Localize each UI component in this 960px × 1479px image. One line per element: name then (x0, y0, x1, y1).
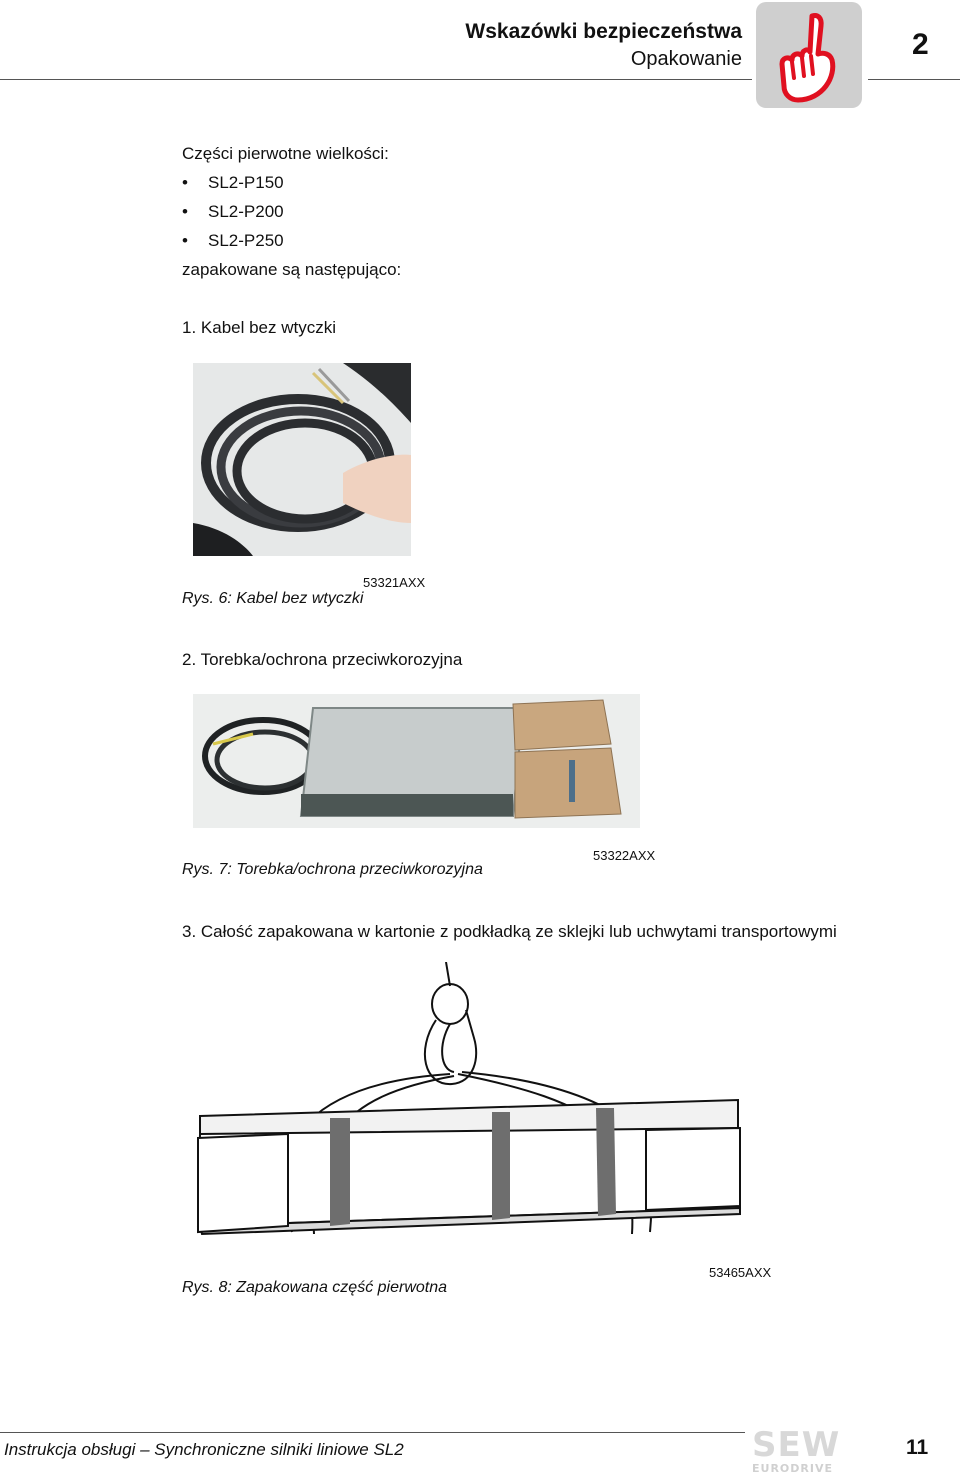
figure-caption: Rys. 6: Kabel bez wtyczki (182, 590, 364, 607)
section-label: 3. Całość zapakowana w kartonie z podkładką ze sklejki lub uchwytami transportowymi (182, 922, 837, 941)
page-number: 11 (906, 1436, 929, 1459)
chapter-number: 2 (912, 28, 929, 61)
header-rule (0, 79, 752, 80)
intro-heading: Części pierwotne wielkości: (182, 144, 389, 163)
pointing-hand-icon (756, 2, 862, 108)
bullet-icon: • (182, 202, 188, 221)
header-rule-right (868, 79, 960, 80)
list-item: • SL2-P150 (182, 173, 284, 192)
intro-closing: zapakowane są następująco: (182, 260, 402, 279)
bullet-icon: • (182, 173, 188, 192)
figure-caption: Rys. 8: Zapakowana część pierwotna (182, 1279, 448, 1296)
figure-code: 53465AXX (709, 1265, 772, 1280)
footer-rule (0, 1432, 745, 1433)
footer-doc-title: Instrukcja obsługi – Synchroniczne silniki liniowe SL2 (4, 1440, 404, 1459)
header-subtitle: Opakowanie (630, 48, 742, 70)
section-label: 1. Kabel bez wtyczki (182, 318, 337, 337)
cable-photo (193, 363, 411, 556)
figure-code: 53322AXX (593, 848, 656, 863)
packaging-photo (193, 694, 640, 828)
figure-caption: Rys. 7: Torebka/ochrona przeciwkorozyjna (182, 861, 483, 878)
list-item: • SL2-P250 (182, 231, 284, 250)
transport-drawing (188, 962, 748, 1246)
figure-code: 53321AXX (363, 575, 426, 590)
bullet-icon: • (182, 231, 188, 250)
sew-eurodrive-logo: SEW EURODRIVE (752, 1425, 841, 1475)
section-label: 2. Torebka/ochrona przeciwkorozyjna (182, 650, 463, 669)
header-title: Wskazówki bezpieczeństwa (465, 20, 742, 43)
safety-hand-badge (756, 2, 862, 108)
list-item: • SL2-P200 (182, 202, 284, 221)
